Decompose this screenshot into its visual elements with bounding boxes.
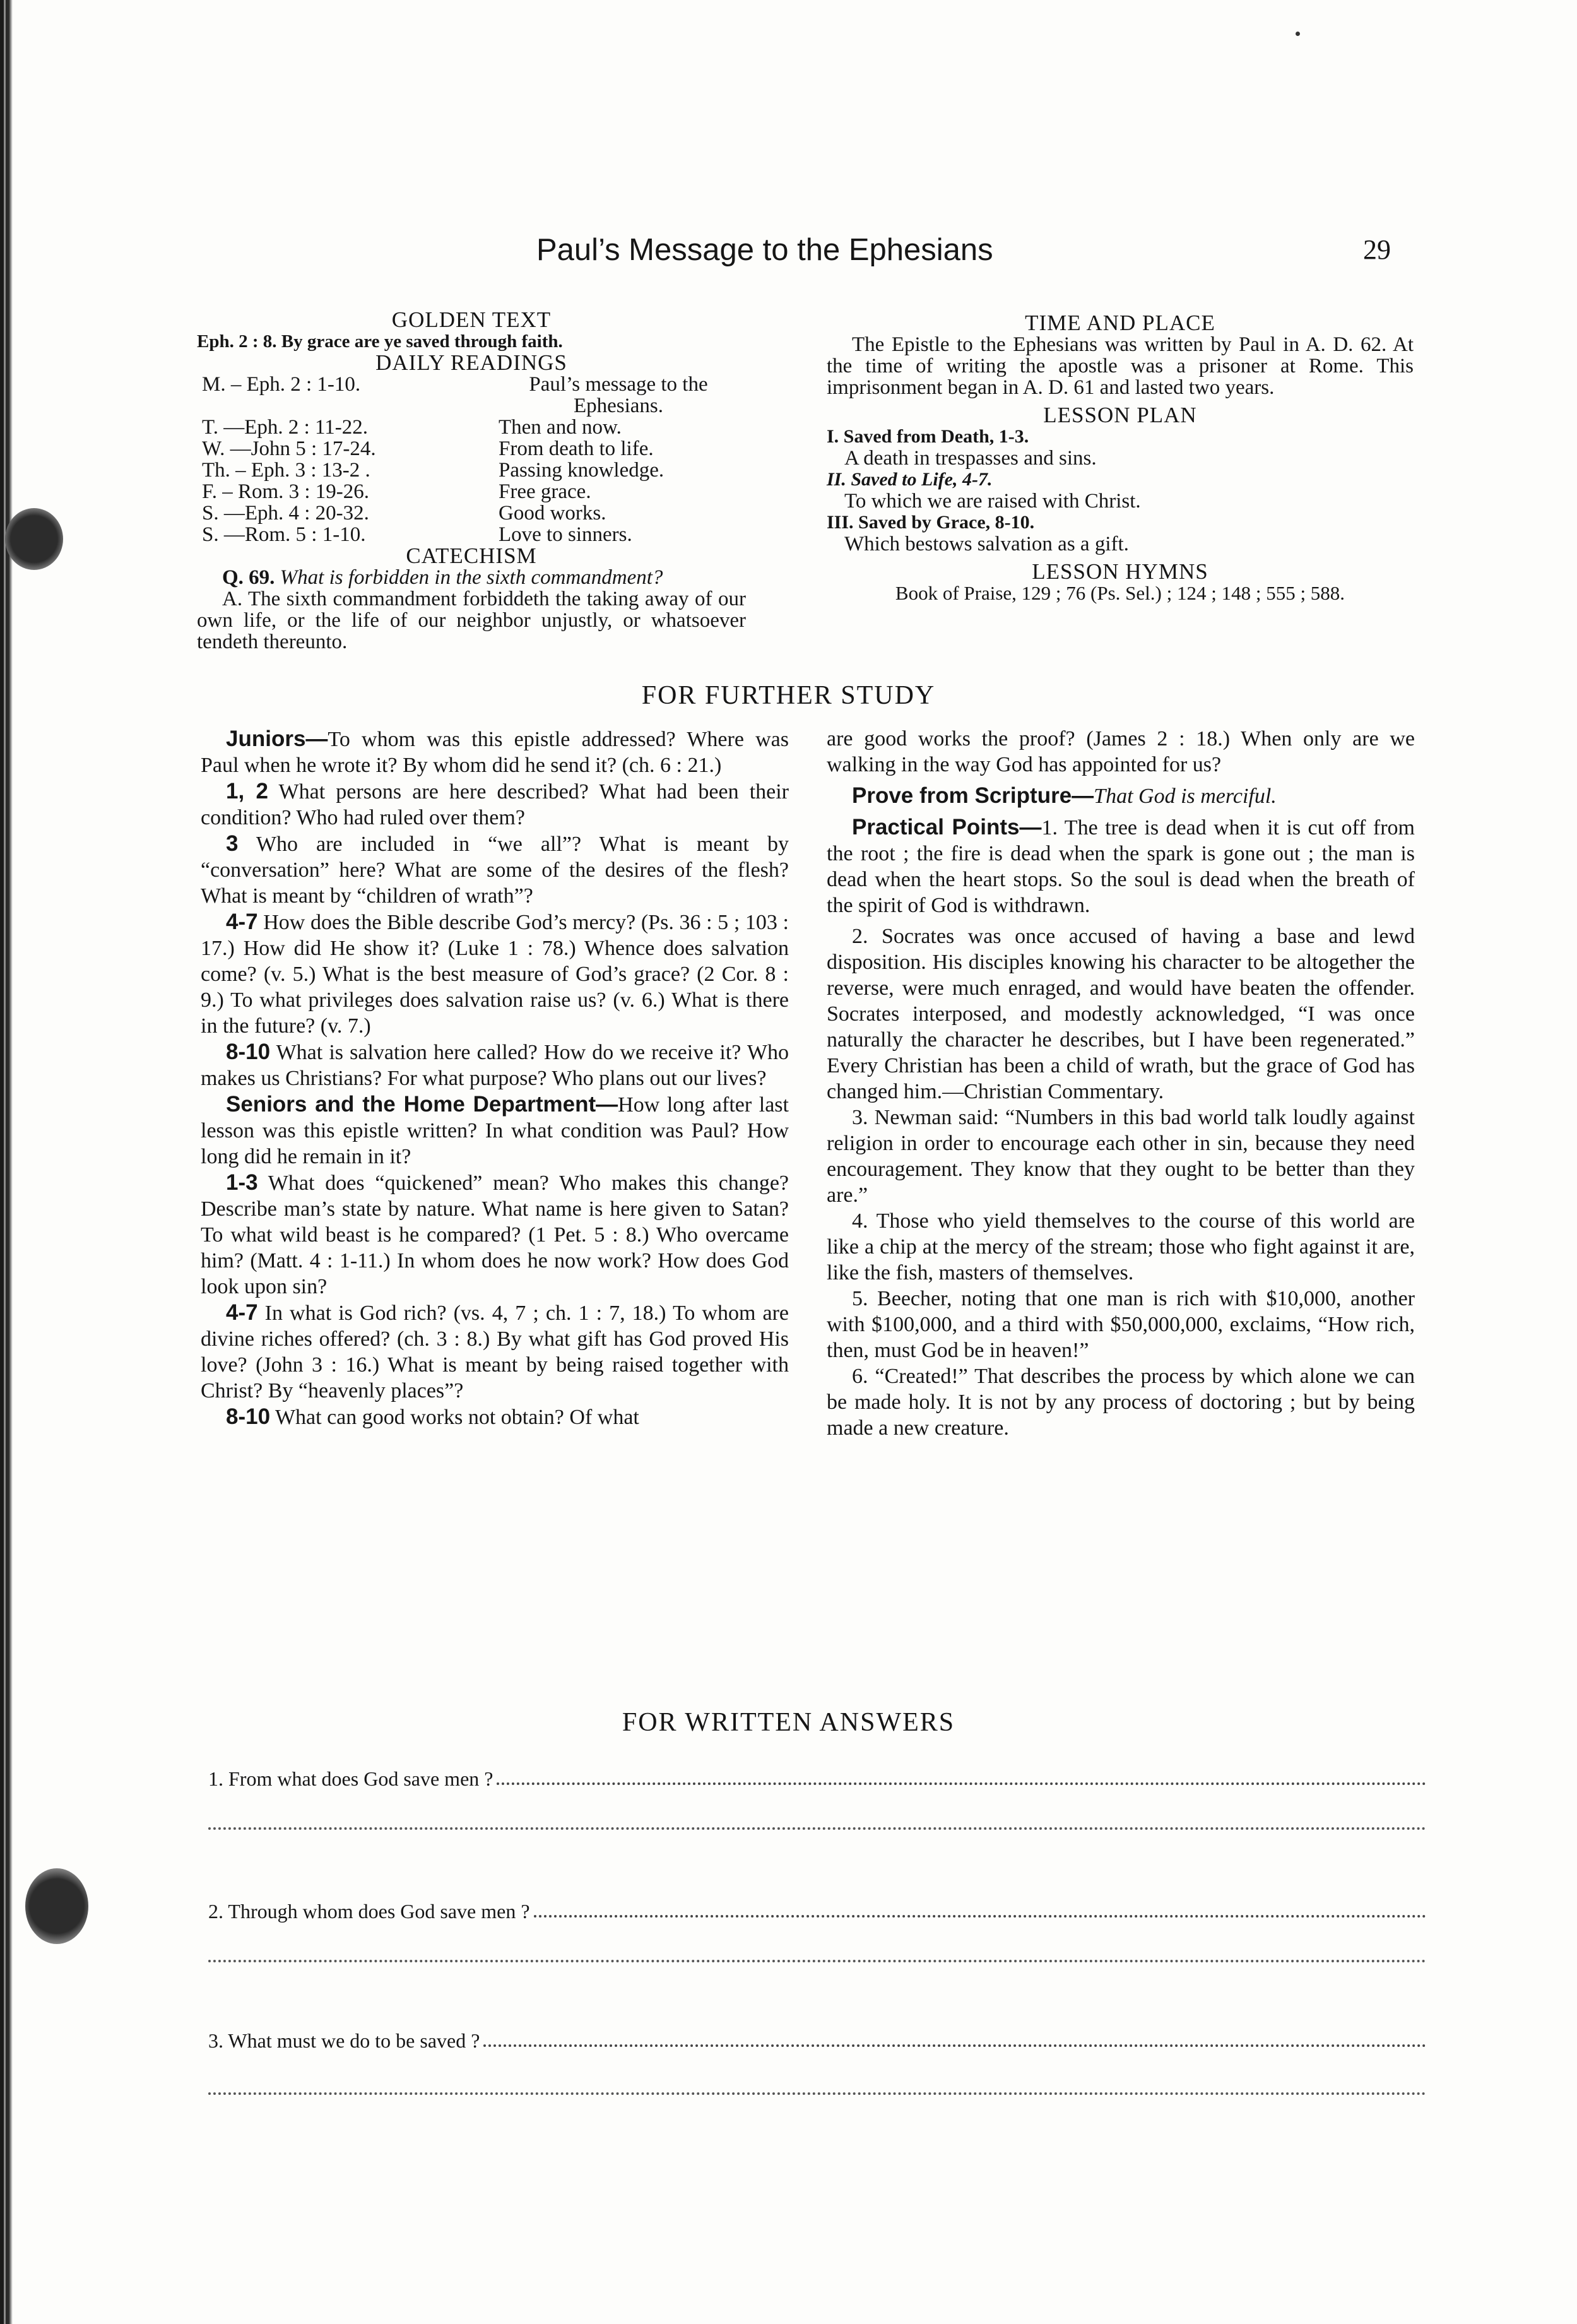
page-title: Paul’s Message to the Ephesians (536, 233, 993, 267)
daily-readings-list (202, 374, 746, 545)
page-number: 29 (1363, 234, 1391, 265)
catechism-heading: CATECHISM (406, 543, 537, 568)
scan-speck (1296, 32, 1300, 36)
punch-hole-top (5, 508, 63, 570)
study-paragraph: Juniors—To whom was this epistle addressed? Where was Paul when he wrote it? By whom did he send it? (ch. 6 : 21.) (201, 726, 789, 777)
golden-text-ref: Eph. 2 : 8. (197, 331, 277, 352)
daily-readings-heading: DAILY READINGS (375, 350, 567, 375)
lesson-plan-item: III. Saved by Grace, 8-10. Which bestows salvation as a gift. (827, 512, 1129, 555)
lesson-plan-item: I. Saved from Death, 1-3. A death in trespasses and sins. (827, 426, 1097, 470)
answer-line[interactable] (497, 1782, 1426, 1785)
written-answers-heading: FOR WRITTEN ANSWERS (622, 1708, 955, 1737)
study-continuation: are good works the proof? (James 2 : 18.) When only are we walking in the way God has appointed for us? (827, 727, 1415, 776)
time-place-text: The Epistle to the Ephesians was written by Paul in A. D. 62. At the time of writing the apostle was a prisoner at Rome. This imprisonment began in A. D. 61 and lasted two years. (827, 333, 1414, 399)
further-study-right-column (827, 726, 1415, 1441)
punch-hole-bottom (25, 1868, 88, 1944)
written-question-3[interactable]: 3. What must we do to be saved ? (208, 2029, 1426, 2053)
practical-point: 4. Those who yield themselves to the course of this world are like a chip at the mercy of the stream; those who fight against it are, like the fish, masters of themselves. (827, 1209, 1415, 1284)
scan-binding-edge (0, 0, 16, 2324)
daily-reading-row: F. – Rom. 3 : 19-26. Free grace. (202, 480, 591, 503)
answer-line[interactable] (208, 1827, 1426, 1830)
study-paragraph: 3 Who are included in “we all”? What is meant by “conversation” here? What are some of the desires of the flesh? What is meant by “children of wrath”? (201, 831, 789, 908)
golden-text-verse (197, 331, 746, 352)
lesson-plan-item: II. Saved to Life, 4-7. To which we are raised with Christ. (827, 469, 1141, 513)
practical-point: 2. Socrates was once accused of having a base and lewd disposition. His disciples knowing his character to be altogether the reverse, were much enraged, and would have beaten the offender. Socrates interposed, and modestly acknowledged, “I was once naturally the character he describes, but I have been regenerated.” Every Christian has been a child of wrath, but the grace of God has changed him.—Christian Commentary. (827, 925, 1415, 1103)
daily-reading-row: T. —Eph. 2 : 11-22. Then and now. (202, 416, 622, 439)
daily-reading-row: M. – Eph. 2 : 1-10. Paul’s message to the Ephesians. (202, 373, 708, 417)
daily-reading-row: Th. – Eph. 3 : 13-2 . Passing knowledge. (202, 459, 664, 482)
daily-reading-row: W. —John 5 : 17-24. From death to life. (202, 437, 654, 460)
further-study-left-column (201, 726, 789, 1430)
study-paragraph: Seniors and the Home Department—How long after last lesson was this epistle written? In what condition was Paul? How long did he remain in it? (201, 1092, 789, 1168)
lesson-plan-heading: LESSON PLAN (1043, 403, 1197, 427)
study-paragraph: 1-3 What does “quickened” mean? Who makes this change? Describe man’s state by nature. What name is here given to Satan? To what wild beast is he compared? (1 Pet. 5 : 8.) Who overcame him? (Matt. 4 : 1-11.) In whom does he now work? How does God look upon sin? (201, 1170, 789, 1298)
lesson-hymns-text: Book of Praise, 129 ; 76 (Ps. Sel.) ; 124 ; 148 ; 555 ; 588. (895, 582, 1345, 604)
answer-line[interactable] (208, 2092, 1426, 2095)
page-header (0, 227, 1577, 278)
written-question-2[interactable]: 2. Through whom does God save men ? (208, 1900, 1426, 1923)
further-study-heading: FOR FURTHER STUDY (641, 681, 936, 710)
prove-from-scripture: Prove from Scripture—That God is merciful. (852, 783, 1277, 808)
study-paragraph: 4-7 In what is God rich? (vs. 4, 7 ; ch. 1 : 7, 18.) To whom are divine riches offered? (ch. 3 : 8.) By what gift has God proved His love? (John 3 : 16.) What is meant by being raised together with Christ? By “heavenly places”? (201, 1300, 789, 1402)
golden-text-words: By grace are ye saved through faith. (281, 331, 563, 352)
catechism-answer: A. The sixth commandment forbiddeth the taking away of our own life, or the life of our neighbor unjustly, or whatsoever tendeth thereunto. (197, 588, 746, 653)
lesson-hymns-heading: LESSON HYMNS (1032, 559, 1208, 584)
practical-point: 5. Beecher, noting that one man is rich with $10,000, another with $100,000, and a third with $50,000,000, exclaims, “How rich, then, must God be in heaven!” (827, 1287, 1415, 1362)
golden-text-heading: GOLDEN TEXT (391, 307, 552, 332)
study-paragraph: 8-10 What can good works not obtain? Of what (226, 1404, 639, 1429)
practical-points: Practical Points—1. The tree is dead when it is cut off from the root ; the fire is dead when the spark is gone out ; the man is dead when the heart stops. So the soul is dead when the breath of the spirit of God is withdrawn. (827, 815, 1415, 917)
time-place-heading: TIME AND PLACE (1025, 311, 1215, 335)
study-paragraph: 1, 2 What persons are here described? What had been their condition? Who had ruled over them? (201, 779, 789, 829)
practical-point: 3. Newman said: “Numbers in this bad world talk loudly against religion in order to encourage each other in sin, because they need encouragement. They know that they ought to be better than they are.” (827, 1106, 1415, 1207)
study-paragraph: 8-10 What is salvation here called? How do we receive it? Who makes us Christians? For what purpose? Who plans out our lives? (201, 1040, 789, 1090)
time-place-section (827, 312, 1414, 604)
daily-reading-row: S. —Rom. 5 : 1-10. Love to sinners. (202, 523, 632, 546)
study-paragraph: 4-7 How does the Bible describe God’s mercy? (Ps. 36 : 5 ; 103 : 17.) How did He show it? (Luke 1 : 78.) Whence does salvation come? (v. 5.) What is the best measure of God’s grace? (2 Cor. 8 : 9.) To what privileges does salvation raise us? (v. 6.) What is there in the future? (v. 7.) (201, 910, 789, 1038)
daily-reading-row: S. —Eph. 4 : 20-32. Good works. (202, 502, 606, 525)
catechism-question: Q. 69. What is forbidden in the sixth commandment? (222, 566, 663, 589)
answer-line[interactable] (483, 2044, 1426, 2047)
golden-text-section (197, 309, 746, 653)
answer-line[interactable] (534, 1915, 1426, 1918)
answer-line[interactable] (208, 1960, 1426, 1962)
written-question-1[interactable]: 1. From what does God save men ? (208, 1767, 1426, 1791)
practical-point: 6. “Created!” That describes the process by which alone we can be made holy. It is not by any process of doctoring ; but by being made a new creature. (827, 1365, 1415, 1440)
